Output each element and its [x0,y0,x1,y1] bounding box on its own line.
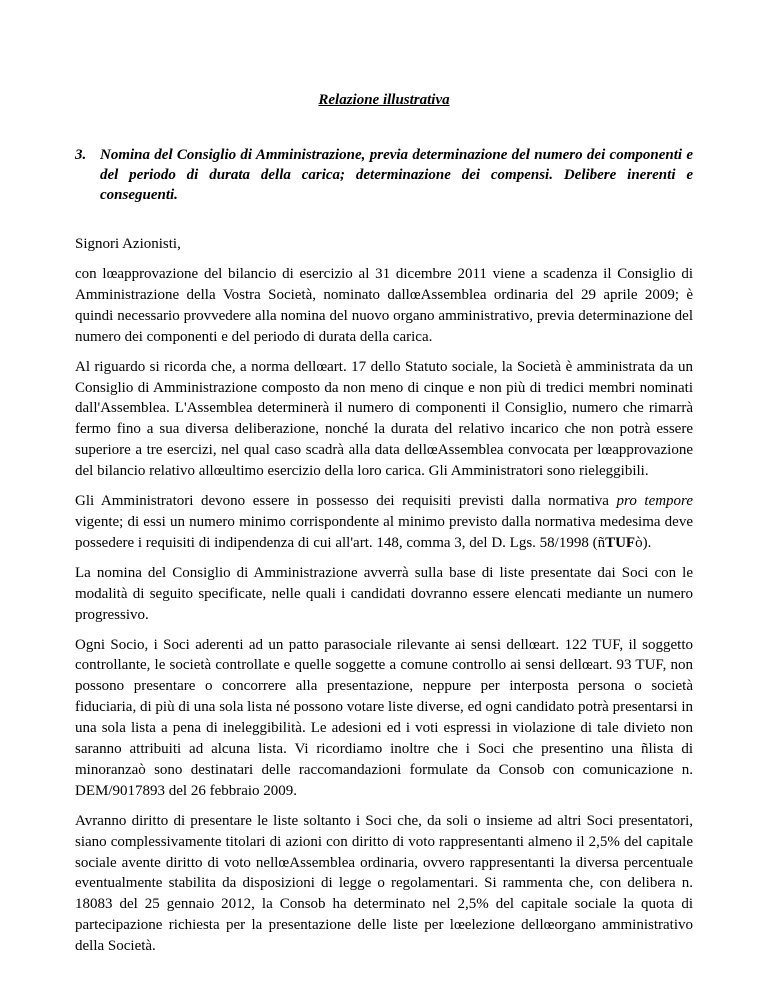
section-number: 3. [75,147,87,163]
document-body [75,264,693,966]
document-title: Relazione illustrativa [318,92,450,108]
paragraph [75,491,693,554]
paragraph: Ogni Socio, i Soci aderenti ad un patto parasociale rilevante ai sensi dellœart. 122 TUF, il soggetto controllante, le società controllate e quelle soggette a comune controllo ai sensi dellœart. 93 TUF, non possono presentare o concorrere alla presentazione, neppure per interposta persona o società fiduciaria, di più di una sola lista né possono votare liste diverse, ed ogni candidato potrà presentarsi in una sola lista a pena di ineleggibilità. Le adesioni ed i voti espressi in violazione di tale divieto non saranno attribuiti ad alcuna lista. Vi ricordiamo inoltre che i Soci che presentino una ñlista di minoranzaò sono destinatari delle raccomandazioni formulate da Consob con comunicazione n. DEM/9017893 del 26 febbraio 2009. [75,636,693,799]
paragraph-text: vigente; di essi un numero minimo corrispondente al minimo previsto dalla normativa medesima deve possedere i requisiti di indipendenza di cui all'art. 148, comma 3, del D. Lgs. 58/1998 (ñ [75,513,693,551]
section-heading [75,145,693,205]
section-heading-text: Nomina del Consiglio di Amministrazione, previa determinazione del numero dei componenti e del periodo di durata della carica; determinazione dei compensi. Delibere inerenti e conseguenti. [100,147,693,203]
paragraph-text: Gli Amministratori devono essere in possesso dei requisiti previsti dalla normativa [75,493,617,510]
paragraph: La nomina del Consiglio di Amministrazione avverrà sulla base di liste presentate dai Soci con le modalità di seguito specificate, nelle quali i candidati dovranno essere elencati mediante un numero progressivo. [75,564,693,623]
paragraph-text: ò). [635,534,652,551]
bold-term: TUF [605,534,636,551]
paragraph: Avranno diritto di presentare le liste soltanto i Soci che, da soli o insieme ad altri Soci presentatori, siano complessivamente titolari di azioni con diritto di voto rappresentanti almeno il 2,5% del capitale sociale avente diritto di voto nellœAssemblea ordinaria, ovvero rappresentanti la diversa percentuale eventualmente stabilita da disposizioni di legge o regolamentari. Si rammenta che, con delibera n. 18083 del 25 gennaio 2012, la Consob ha determinato nel 2,5% del capitale sociale la quota di partecipazione richiesta per la presentazione delle liste per lœelezione dellœorgano amministrativo della Società. [75,812,693,955]
paragraph: Al riguardo si ricorda che, a norma dellœart. 17 dello Statuto sociale, la Società è amministrata da un Consiglio di Amministrazione composto da non meno di cinque e non più di tredici membri nominati dall'Assemblea. L'Assemblea determinerà il numero di componenti il Consiglio, numero che rimarrà fermo fino a sua diversa deliberazione, nonché la durata del relativo incarico che non potrà essere superiore a tre esercizi, nel qual caso scadrà alla data dellœAssemblea convocata per lœapprovazione del bilancio relativo allœultimo esercizio della loro carica. Gli Amministratori sono rieleggibili. [75,358,693,480]
paragraph: con lœapprovazione del bilancio di esercizio al 31 dicembre 2011 viene a scadenza il Consiglio di Amministrazione della Vostra Società, nominato dallœAssemblea ordinaria del 29 aprile 2009; è quindi necessario provvedere alla nomina del nuovo organo amministrativo, previa determinazione del numero dei componenti e del periodo di durata della carica. [75,266,693,345]
italic-term: pro tempore [616,493,693,510]
salutation: Signori Azionisti, [75,236,181,252]
